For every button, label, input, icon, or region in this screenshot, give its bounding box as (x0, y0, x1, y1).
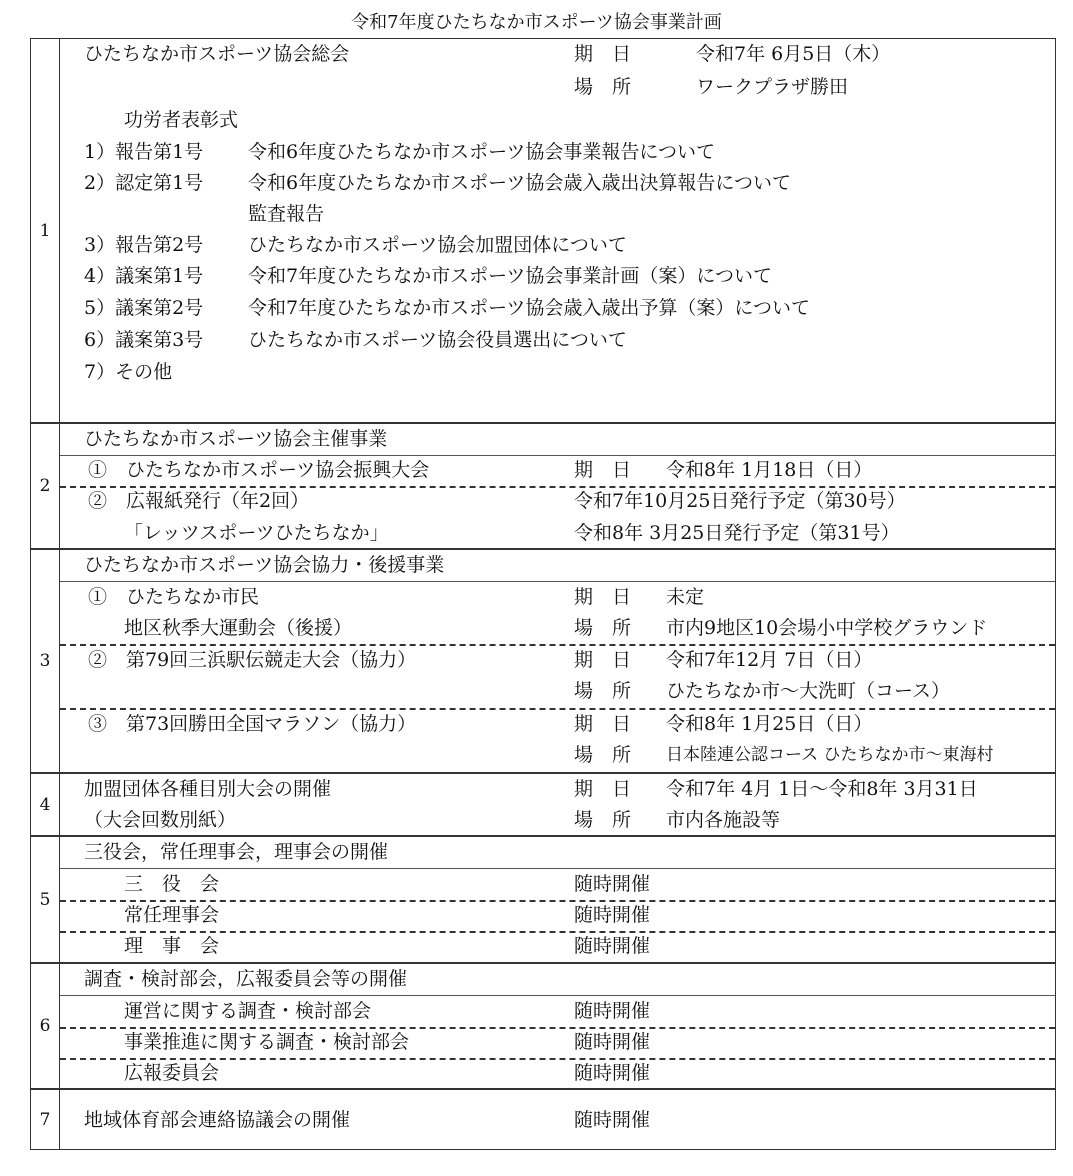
meeting-name: 理 事 会 (124, 935, 220, 957)
date-value: 令和7年 4月 1日～令和8年 3月31日 (666, 778, 978, 800)
meeting-name: 運営に関する調査・検討部会 (124, 1000, 372, 1022)
meeting-schedule: 随時開催 (574, 935, 651, 957)
section-heading: 調査・検討部会，広報委員会等の開催 (84, 968, 408, 990)
section-6 (31, 962, 1055, 1088)
agenda-item (60, 293, 1055, 324)
section-heading: ひたちなか市スポーツ協会協力・後援事業 (84, 554, 445, 576)
section-number: 7 (31, 1090, 60, 1149)
agenda-item (60, 230, 1055, 261)
section-heading: ひたちなか市スポーツ協会総会 (84, 43, 350, 65)
event-name: ② 第79回三浜駅伝競走大会（協力） (88, 649, 417, 671)
place-label: 場 所 (574, 680, 632, 702)
meeting-row (60, 1058, 1055, 1089)
place-label: 場 所 (574, 809, 632, 831)
place-label: 場 所 (574, 617, 632, 639)
place-value: ひたちなか市～大洗町（コース） (666, 680, 951, 702)
agenda-number: 5）議案第2号 (84, 297, 204, 319)
section-5 (31, 835, 1055, 962)
agenda-item (60, 137, 1055, 168)
section-body (60, 1090, 1055, 1149)
meeting-name: 三 役 会 (124, 873, 220, 895)
place-value: ワークプラザ勝田 (696, 76, 849, 98)
agenda-text: 監査報告 (248, 203, 325, 225)
section-number: 5 (31, 837, 60, 962)
section-number: 3 (31, 550, 60, 772)
award-ceremony: 功労者表彰式 (124, 109, 239, 131)
page-title: 令和7年度ひたちなか市スポーツ協会事業計画 (351, 12, 722, 33)
section-subnote: （大会回数別紙） (84, 809, 237, 831)
date-value: 令和8年 1月18日（日） (666, 459, 873, 481)
date-label: 期 日 (574, 713, 632, 735)
meeting-name: 常任理事会 (124, 904, 220, 926)
newsletter-name: 「レッツスポーツひたちなか」 (124, 522, 389, 544)
section-body (60, 964, 1055, 1088)
section-7 (31, 1088, 1055, 1149)
section-1 (31, 39, 1055, 422)
agenda-text: ひたちなか市スポーツ協会役員選出について (248, 329, 627, 351)
meeting-schedule: 随時開催 (574, 1031, 651, 1053)
meeting-row (60, 996, 1055, 1027)
event-name: 地区秋季大運動会（後援） (124, 617, 353, 639)
section-heading: 加盟団体各種目別大会の開催 (84, 778, 332, 800)
date-value: 令和7年12月 7日（日） (666, 649, 873, 671)
meeting-name: 事業推進に関する調査・検討部会 (124, 1031, 410, 1053)
section-2 (31, 422, 1055, 548)
date-value: 令和8年 1月25日（日） (666, 713, 873, 735)
section-3 (31, 548, 1055, 772)
meeting-row (60, 1027, 1055, 1058)
agenda-item (60, 168, 1055, 199)
place-label: 場 所 (574, 76, 632, 98)
section-heading: 地域体育部会連絡協議会の開催 (84, 1109, 351, 1131)
event-name: ① ひたちなか市スポーツ協会振興大会 (88, 459, 430, 481)
publish-date: 令和8年 3月25日発行予定（第31号） (574, 522, 900, 544)
meeting-row (60, 900, 1055, 931)
section-body (60, 39, 1055, 422)
event-name: ① ひたちなか市民 (88, 586, 260, 608)
event-name: ② 広報紙発行（年2回） (88, 490, 310, 512)
agenda-item (60, 357, 1055, 388)
place-value: 市内9地区10会場小中学校グラウンド (666, 617, 988, 639)
section-number: 6 (31, 964, 60, 1088)
agenda-number: 2）認定第1号 (84, 172, 204, 194)
date-label: 期 日 (574, 778, 632, 800)
section-body (60, 424, 1055, 548)
agenda-number: 6）議案第3号 (84, 329, 204, 351)
date-value: 未定 (666, 586, 705, 608)
section-body (60, 550, 1055, 772)
agenda-text: 令和6年度ひたちなか市スポーツ協会事業報告について (248, 141, 715, 163)
agenda-text: 令和7年度ひたちなか市スポーツ協会歳入歳出予算（案）について (248, 297, 810, 319)
meeting-schedule: 随時開催 (574, 1062, 651, 1084)
agenda-text: ひたちなか市スポーツ協会加盟団体について (248, 234, 627, 256)
plan-table (30, 38, 1056, 1150)
agenda-number: 4）議案第1号 (84, 265, 204, 287)
agenda-number: 1）報告第1号 (84, 141, 204, 163)
meeting-schedule: 随時開催 (574, 1000, 651, 1022)
date-label: 期 日 (574, 649, 632, 671)
place-value: 日本陸連公認コース ひたちなか市～東海村 (666, 745, 994, 765)
date-label: 期 日 (574, 459, 632, 481)
meeting-name: 広報委員会 (124, 1062, 220, 1084)
date-label: 期 日 (574, 586, 632, 608)
date-value: 令和7年 6月5日（木） (696, 43, 891, 65)
agenda-text: 令和6年度ひたちなか市スポーツ協会歳入歳出決算報告について (248, 172, 791, 194)
publish-date: 令和7年10月25日発行予定（第30号） (574, 490, 906, 512)
agenda-number: 7）その他 (84, 361, 173, 383)
date-label: 期 日 (574, 43, 632, 65)
meeting-schedule: 随時開催 (574, 1109, 651, 1131)
section-body (60, 837, 1055, 962)
agenda-text: 令和7年度ひたちなか市スポーツ協会事業計画（案）について (248, 265, 772, 287)
section-heading: ひたちなか市スポーツ協会主催事業 (84, 428, 388, 450)
section-4 (31, 772, 1055, 835)
agenda-number: 3）報告第2号 (84, 234, 204, 256)
section-body (60, 774, 1055, 835)
section-number: 4 (31, 774, 60, 835)
event-name: ③ 第73回勝田全国マラソン（協力） (88, 713, 417, 735)
place-label: 場 所 (574, 744, 632, 766)
meeting-row (60, 931, 1055, 962)
agenda-item (60, 199, 1055, 230)
meeting-schedule: 随時開催 (574, 873, 651, 895)
meeting-schedule: 随時開催 (574, 904, 651, 926)
section-number: 1 (31, 39, 60, 422)
agenda-item (60, 261, 1055, 292)
section-number: 2 (31, 424, 60, 548)
meeting-row (60, 869, 1055, 900)
agenda-item (60, 325, 1055, 356)
section-heading: 三役会，常任理事会，理事会の開催 (84, 841, 389, 863)
place-value: 市内各施設等 (666, 809, 781, 831)
